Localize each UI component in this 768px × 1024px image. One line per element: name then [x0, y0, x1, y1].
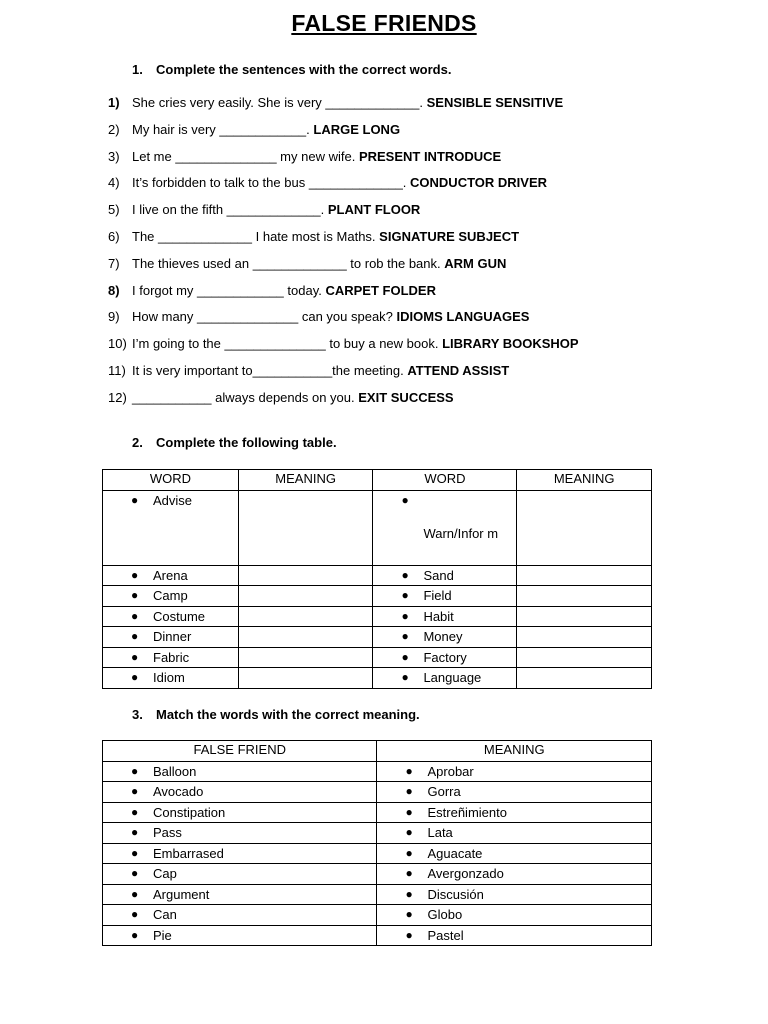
word-text: Pie: [153, 927, 172, 943]
word-text: Estreñimiento: [427, 804, 507, 820]
word-text: Idiom: [153, 670, 185, 685]
word-cell: [377, 843, 652, 864]
word-cell: [103, 843, 377, 864]
word-cell: [103, 627, 239, 648]
word-cell: [373, 565, 517, 586]
sentence-text: How many ______________ can you speak?: [132, 309, 397, 325]
sentence-item: [108, 389, 708, 416]
word-cell: [377, 823, 652, 844]
word-text: Language: [423, 670, 482, 685]
word-text: Avergonzado: [427, 866, 504, 881]
sentence-options: CARPET FOLDER: [325, 282, 436, 298]
answer-cell[interactable]: [517, 490, 652, 565]
table-row: [103, 490, 652, 565]
word-text: Advise: [153, 492, 193, 508]
sentence-item: [108, 308, 708, 335]
bullet-icon: ●: [401, 588, 409, 602]
answer-cell[interactable]: [238, 647, 373, 668]
sentence-options: CONDUCTOR DRIVER: [410, 175, 548, 191]
bullet-icon: ●: [131, 845, 139, 860]
sentence-text: It’s forbidden to talk to the bus _____________.: [132, 175, 411, 191]
sentence-text: She cries very easily. She is very _____________.: [132, 95, 427, 110]
word-cell: [373, 490, 517, 565]
table-row: [103, 905, 652, 926]
bullet-icon: ●: [401, 608, 409, 623]
word-cell: [377, 761, 652, 782]
section-1-instruction: Complete the sentences with the correct words.: [156, 62, 452, 77]
section-3-instruction: Match the words with the correct meaning.: [156, 707, 420, 722]
bullet-icon: ●: [405, 886, 413, 901]
word-cell: [377, 802, 652, 823]
word-text: Avocado: [153, 784, 204, 799]
word-text: Warn/Infor m: [423, 525, 499, 541]
sentence-item: [108, 174, 708, 201]
section-3-heading: [132, 707, 420, 722]
word-cell: [103, 802, 377, 823]
bullet-icon: ●: [401, 629, 409, 643]
word-text: Factory: [423, 649, 467, 665]
word-cell: [103, 925, 377, 946]
sentence-item: [108, 335, 708, 362]
bullet-icon: ●: [131, 784, 139, 798]
bullet-icon: ●: [401, 492, 409, 507]
sentence-text: The thieves used an _____________ to rob the bank.: [132, 255, 445, 271]
sentence-number: 1): [108, 95, 120, 110]
section-2-number: 2.: [132, 435, 143, 450]
sentence-options: IDIOMS LANGUAGES: [396, 309, 530, 325]
answer-cell[interactable]: [238, 627, 373, 648]
table-row: [103, 864, 652, 885]
table-row: [103, 586, 652, 607]
sentence-options: ATTEND ASSIST: [407, 362, 510, 378]
bullet-icon: ●: [405, 845, 413, 860]
bullet-icon: ●: [401, 649, 409, 664]
table-row: [103, 761, 652, 782]
sentence-number: 10): [108, 336, 127, 352]
word-text: Arena: [153, 567, 188, 583]
bullet-icon: ●: [131, 804, 139, 819]
word-cell: [103, 668, 239, 689]
word-text: Dinner: [153, 629, 192, 644]
answer-cell[interactable]: [517, 565, 652, 586]
sentence-text: I live on the fifth _____________.: [132, 202, 328, 218]
answer-cell[interactable]: [238, 668, 373, 689]
column-header-word: WORD: [373, 470, 517, 491]
section-2-heading: [132, 435, 337, 450]
sentence-number: 2): [108, 121, 120, 137]
column-header-meaning: MEANING: [238, 470, 373, 491]
sentence-options: PLANT FLOOR: [327, 202, 421, 218]
bullet-icon: ●: [405, 927, 413, 942]
sentence-number: 9): [108, 309, 120, 325]
table-row: [103, 606, 652, 627]
column-header-word: WORD: [103, 470, 239, 491]
bullet-icon: ●: [131, 588, 139, 602]
answer-cell[interactable]: [517, 627, 652, 648]
word-cell: [103, 606, 239, 627]
sentence-number: 4): [108, 175, 120, 191]
word-text: Can: [153, 907, 177, 922]
word-text: Argument: [153, 886, 210, 902]
word-text: Cap: [153, 866, 177, 881]
answer-cell[interactable]: [517, 606, 652, 627]
sentence-item: [108, 121, 708, 148]
word-cell: [373, 668, 517, 689]
word-cell: [103, 864, 377, 885]
bullet-icon: ●: [131, 629, 139, 643]
table-row: [103, 668, 652, 689]
sentence-item: [108, 228, 708, 255]
word-text: Pastel: [427, 927, 464, 943]
word-text: Lata: [427, 825, 453, 840]
sentence-number: 12): [108, 389, 127, 405]
word-meaning-table: [102, 469, 652, 689]
word-text: Sand: [423, 567, 454, 583]
bullet-icon: ●: [131, 927, 139, 942]
word-cell: [103, 761, 377, 782]
word-cell: [103, 490, 239, 565]
table-row: [103, 565, 652, 586]
word-cell: [377, 905, 652, 926]
word-text: Pass: [153, 825, 182, 840]
sentence-text: My hair is very ____________.: [132, 121, 314, 137]
bullet-icon: ●: [131, 866, 139, 880]
word-cell: [103, 884, 377, 905]
word-cell: [373, 647, 517, 668]
table-row: [103, 627, 652, 648]
sentence-options: LARGE LONG: [313, 121, 401, 137]
word-text: Balloon: [153, 763, 197, 779]
sentence-text: ___________ always depends on you.: [132, 389, 359, 405]
sentence-options: LIBRARY BOOKSHOP: [442, 336, 579, 352]
section-1-number: 1.: [132, 62, 143, 77]
bullet-icon: ●: [405, 804, 413, 819]
bullet-icon: ●: [131, 649, 139, 664]
bullet-icon: ●: [401, 567, 409, 582]
bullet-icon: ●: [405, 907, 413, 921]
column-header-meaning: MEANING: [377, 741, 652, 762]
answer-cell[interactable]: [238, 606, 373, 627]
word-cell: [373, 586, 517, 607]
word-cell: [377, 925, 652, 946]
word-cell: [377, 782, 652, 803]
word-text: Gorra: [427, 784, 461, 799]
table-row: [103, 782, 652, 803]
sentence-text: The _____________ I hate most is Maths.: [132, 228, 380, 244]
sentence-number: 5): [108, 202, 120, 218]
table-row: [103, 802, 652, 823]
answer-cell[interactable]: [517, 647, 652, 668]
word-text: Money: [423, 629, 463, 644]
word-text: Fabric: [153, 649, 190, 665]
sentence-options: PRESENT INTRODUCE: [358, 148, 502, 164]
sentence-text: I forgot my ____________ today.: [132, 282, 326, 298]
bullet-icon: ●: [405, 866, 413, 880]
word-cell: [103, 782, 377, 803]
word-text: Constipation: [153, 804, 226, 820]
word-text: Globo: [427, 907, 463, 922]
section-3-number: 3.: [132, 707, 143, 722]
word-text: Habit: [423, 608, 454, 624]
bullet-icon: ●: [405, 784, 413, 798]
word-cell: [103, 905, 377, 926]
sentence-number: 3): [108, 148, 120, 164]
sentence-item: [108, 94, 708, 121]
word-cell: [373, 606, 517, 627]
word-cell: [373, 627, 517, 648]
answer-cell[interactable]: [517, 668, 652, 689]
column-header-meaning: MEANING: [517, 470, 652, 491]
word-cell: [103, 586, 239, 607]
word-text: Discusión: [427, 886, 484, 902]
word-cell: [103, 823, 377, 844]
answer-cell[interactable]: [238, 490, 373, 565]
word-text: Aprobar: [427, 763, 474, 779]
sentence-options: SIGNATURE SUBJECT: [379, 228, 520, 244]
sentence-number: 7): [108, 255, 120, 271]
answer-cell[interactable]: [238, 565, 373, 586]
word-text: Field: [423, 588, 452, 603]
word-text: Embarrased: [153, 845, 224, 861]
answer-cell[interactable]: [238, 586, 373, 607]
answer-cell[interactable]: [517, 586, 652, 607]
word-cell: [103, 647, 239, 668]
page-title: FALSE FRIENDS: [291, 10, 477, 36]
sentence-number: 8): [108, 282, 120, 298]
sentence-item: [108, 282, 708, 309]
sentence-options: EXIT SUCCESS: [358, 389, 454, 405]
bullet-icon: ●: [401, 670, 409, 684]
bullet-icon: ●: [131, 825, 139, 839]
sentence-item: [108, 201, 708, 228]
bullet-icon: ●: [131, 907, 139, 921]
table-row: [103, 647, 652, 668]
sentence-list: [108, 94, 708, 416]
section-1-heading: [132, 62, 451, 77]
table-row: [103, 925, 652, 946]
bullet-icon: ●: [131, 567, 139, 582]
bullet-icon: ●: [131, 763, 139, 778]
table-row: [103, 884, 652, 905]
section-2-instruction: Complete the following table.: [156, 435, 337, 450]
sentence-item: [108, 362, 708, 389]
sentence-item: [108, 148, 708, 175]
sentence-item: [108, 255, 708, 282]
bullet-icon: ●: [405, 825, 413, 839]
bullet-icon: ●: [131, 670, 139, 684]
word-text: Costume: [153, 608, 206, 624]
sentence-text: It is very important to___________the meeting.: [132, 362, 408, 378]
bullet-icon: ●: [131, 608, 139, 623]
sentence-text: I’m going to the ______________ to buy a new book.: [132, 336, 443, 352]
word-text: Camp: [153, 588, 188, 603]
word-cell: [103, 565, 239, 586]
word-cell: [377, 864, 652, 885]
sentence-number: 11): [108, 362, 126, 378]
word-cell: [377, 884, 652, 905]
sentence-options: SENSIBLE SENSITIVE: [426, 95, 564, 110]
sentence-number: 6): [108, 228, 120, 244]
sentence-options: ARM GUN: [444, 255, 507, 271]
word-text: Aguacate: [427, 845, 483, 861]
table-row: [103, 843, 652, 864]
bullet-icon: ●: [405, 763, 413, 778]
sentence-text: Let me ______________ my new wife.: [132, 148, 359, 164]
column-header-false-friend: FALSE FRIEND: [103, 741, 377, 762]
matching-table: [102, 740, 652, 946]
table-row: [103, 823, 652, 844]
bullet-icon: ●: [131, 492, 139, 507]
bullet-icon: ●: [131, 886, 139, 901]
